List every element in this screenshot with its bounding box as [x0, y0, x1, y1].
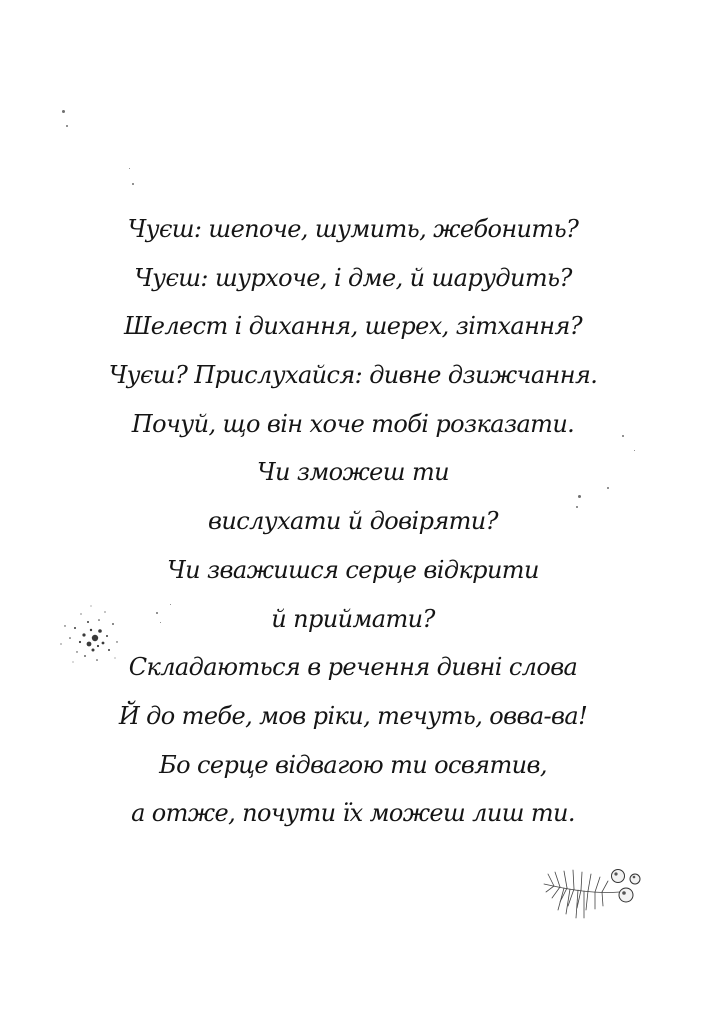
poem-line: Бо серце відвагою ти освятив, — [159, 750, 547, 779]
poem-line: Шелест і дихання, шерех, зітхання? — [123, 312, 583, 341]
poem-line: а отже, почути їх можеш лиш ти. — [131, 799, 575, 828]
poem — [0, 205, 706, 838]
ink-speck — [62, 110, 65, 113]
ink-speck — [129, 168, 130, 169]
poem-line: Й до тебе, мов ріки, течуть, овва-ва! — [118, 701, 588, 730]
poem-line: Складаються в речення дивні слова — [128, 653, 578, 682]
poem-line: Чуєш: шепоче, шумить, жебонить? — [127, 215, 579, 243]
poem-line: Чуєш: шурхоче, і дме, й шарудить? — [134, 263, 572, 292]
poem-line: Чи зважишся серце відкрити — [167, 555, 539, 584]
poem-line: вислухати й довіряти? — [208, 507, 498, 536]
ink-speck — [132, 183, 134, 185]
pine-sprig-icon — [540, 862, 644, 924]
poem-line: Чи зможеш ти — [257, 458, 449, 487]
poem-line: й приймати? — [271, 604, 435, 633]
poem-line: Чуєш? Прислухайся: дивне дзижчання. — [108, 361, 598, 390]
poem-line: Почуй, що він хоче тобі розказати. — [131, 409, 575, 438]
ink-speck — [66, 125, 68, 127]
